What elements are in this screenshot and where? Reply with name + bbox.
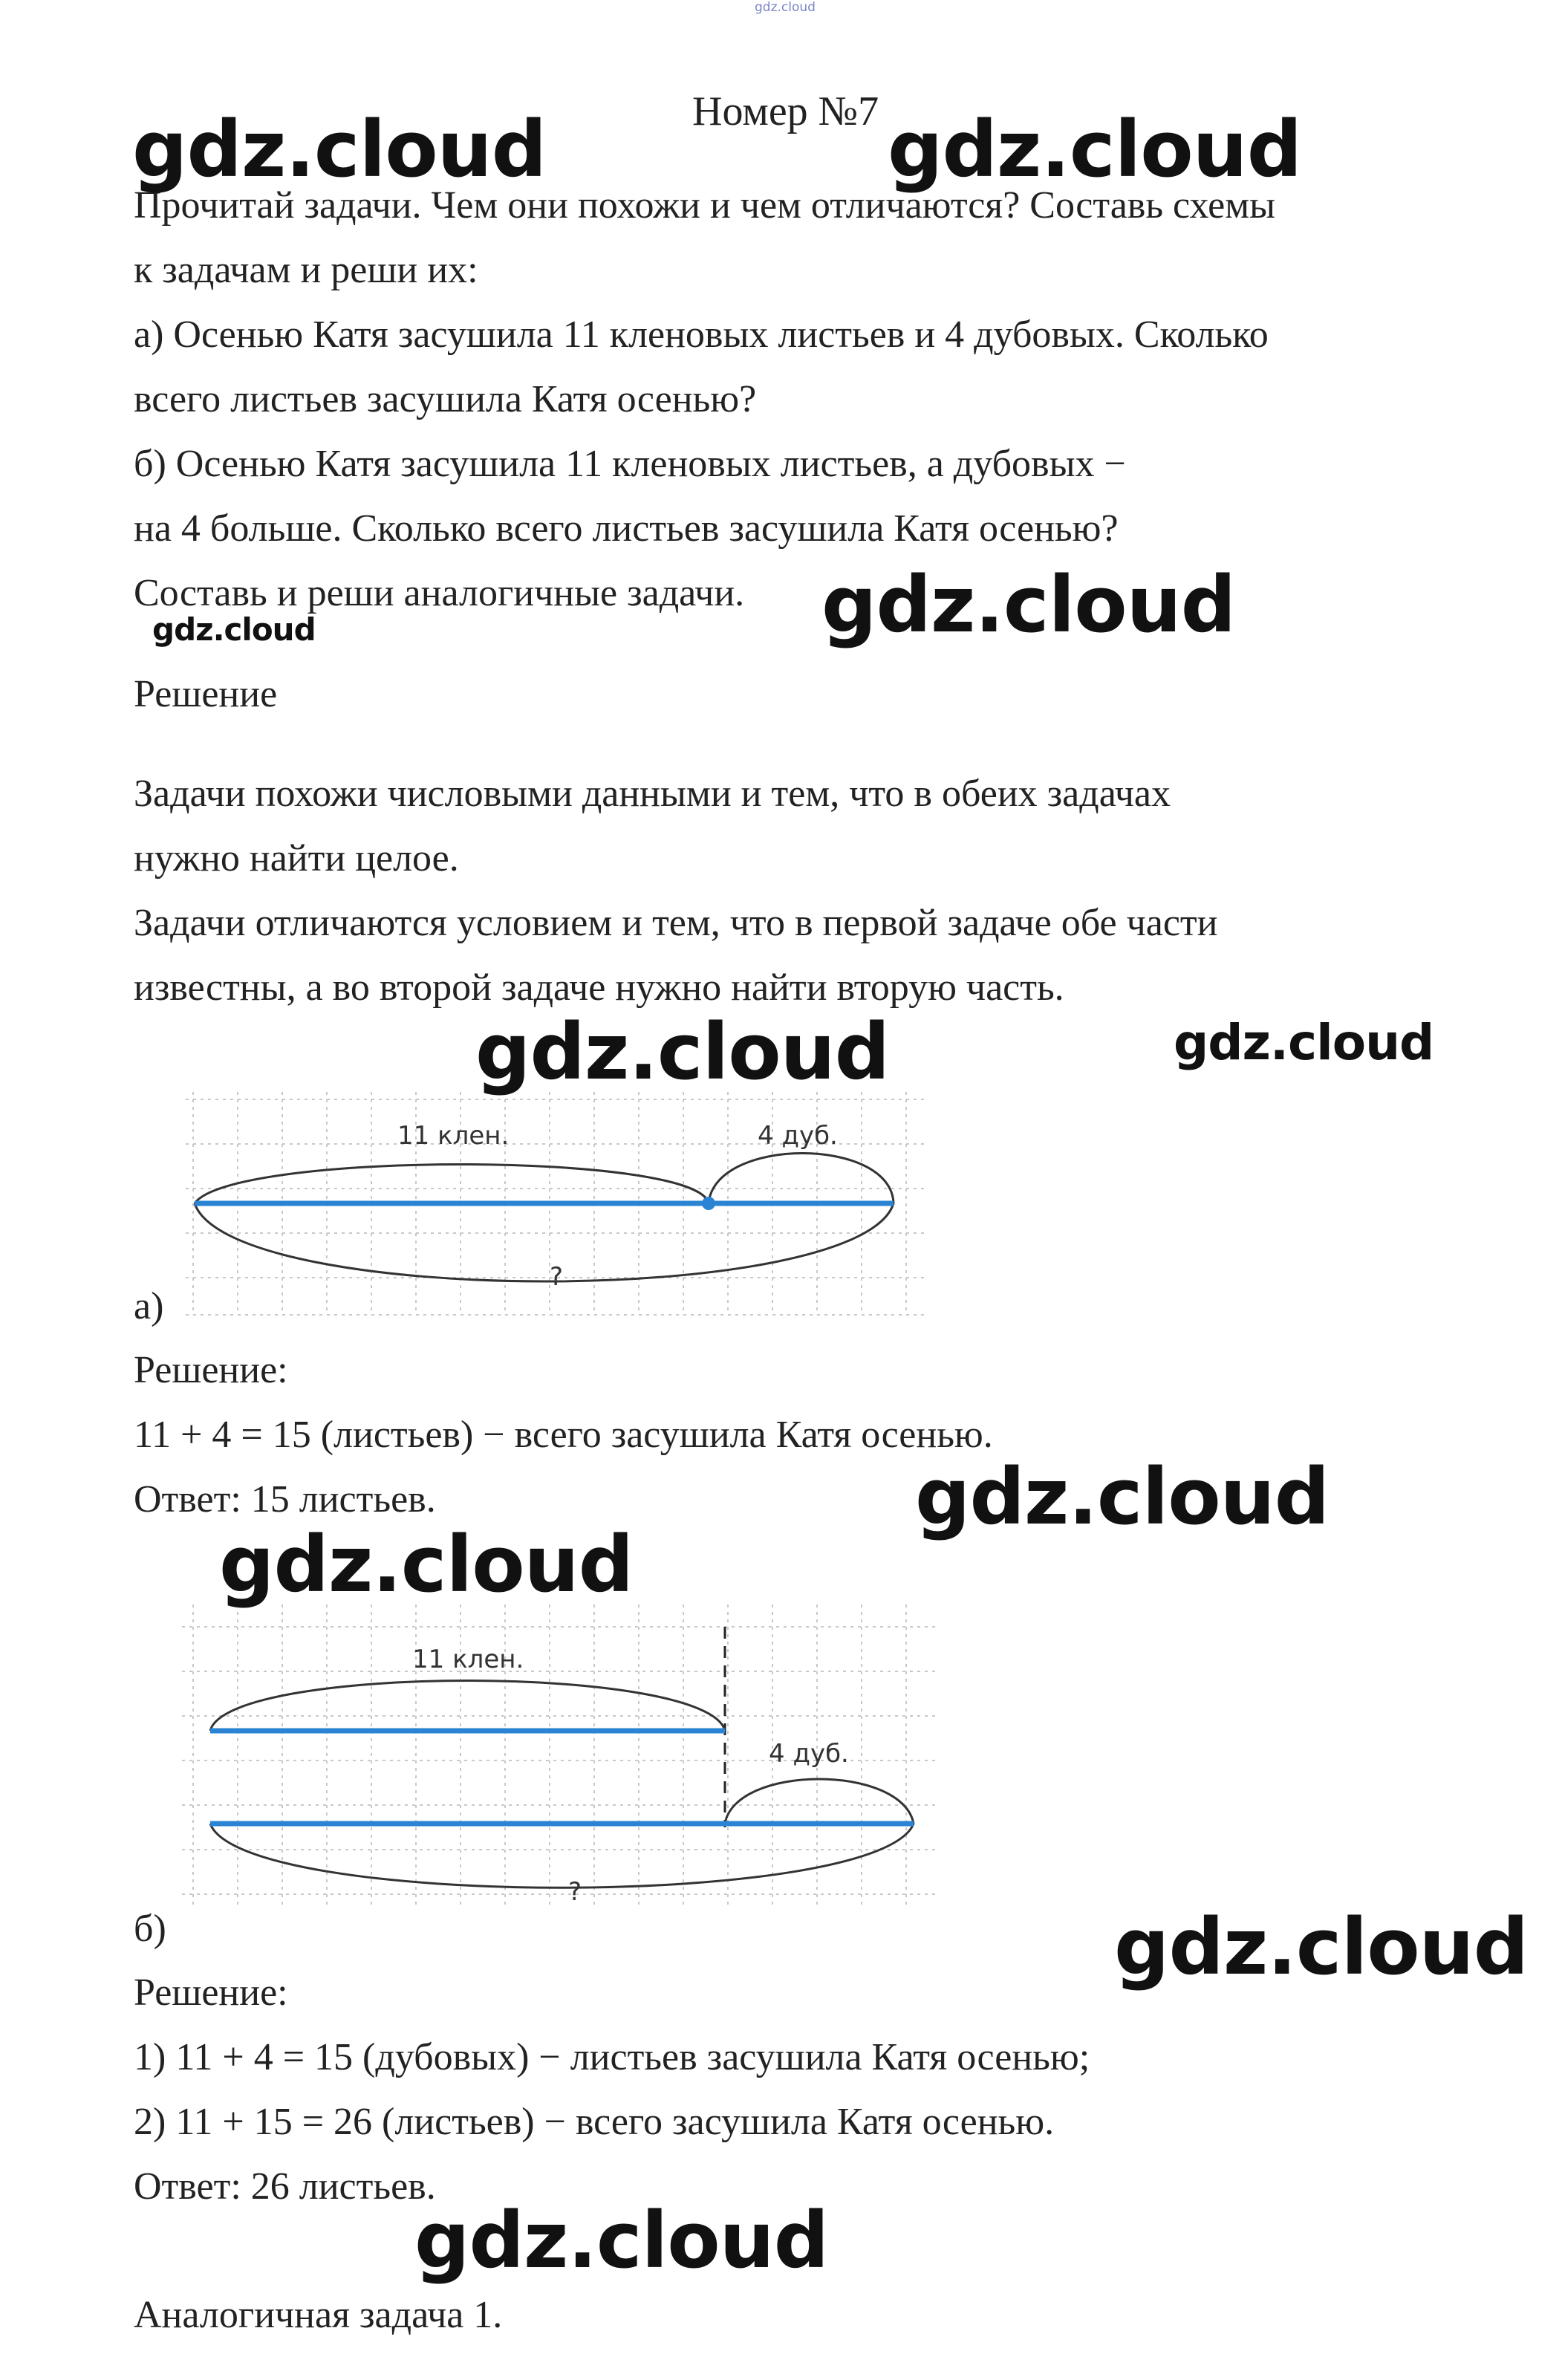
watermark: gdz.cloud xyxy=(414,2195,829,2286)
diagram-b-maple-arc xyxy=(210,1681,725,1732)
page-title: Номер №7 xyxy=(692,88,879,134)
task-line: всего листьев засушила Катя осенью? xyxy=(134,378,757,420)
part-b-step: 2) 11 + 15 = 26 (листьев) − всего засушила Катя осенью. xyxy=(134,2101,1055,2143)
part-b-step: 1) 11 + 4 = 15 (дубовых) − листьев засушила Катя осенью; xyxy=(134,2036,1090,2078)
site-mark-top: gdz.cloud xyxy=(755,0,816,15)
task-line: Прочитай задачи. Чем они похожи и чем отличаются? Составь схемы xyxy=(134,184,1276,227)
task-line: б) Осенью Катя засушила 11 кленовых листьев, а дубовых − xyxy=(134,443,1126,485)
diagram-a xyxy=(186,1092,928,1322)
diagram-b xyxy=(182,1604,940,1916)
task-line: Составь и реши аналогичные задачи. xyxy=(134,572,745,614)
task-line: на 4 больше. Сколько всего листьев засушила Катя осенью? xyxy=(134,507,1119,550)
watermark: gdz.cloud xyxy=(1174,1014,1434,1071)
watermark: gdz.cloud xyxy=(1114,1902,1529,1992)
explanation-line: Задачи отличаются условием и тем, что в первой задаче обе части xyxy=(134,902,1218,944)
diagram-a-label-oak: 4 дуб. xyxy=(758,1121,838,1151)
part-b-answer: Ответ: 26 листьев. xyxy=(134,2165,436,2208)
diagram-b-label-total: ? xyxy=(568,1877,582,1907)
diagram-b-label-maple: 11 клен. xyxy=(412,1645,524,1674)
watermark: gdz.cloud xyxy=(475,1007,890,1097)
diagram-a-oak-arc xyxy=(709,1154,894,1204)
part-a-answer: Ответ: 15 листьев. xyxy=(134,1478,436,1521)
explanation-line: известны, а во второй задаче нужно найти вторую часть. xyxy=(134,966,1064,1009)
diagram-a-label-total: ? xyxy=(550,1262,564,1292)
watermark: gdz.cloud xyxy=(132,104,547,195)
diagram-b-total-arc xyxy=(210,1824,914,1888)
part-a-letter: а) xyxy=(134,1285,164,1327)
watermark: gdz.cloud xyxy=(915,1451,1330,1542)
diagram-b-label-oak: 4 дуб. xyxy=(769,1739,849,1769)
task-line: к задачам и реши их: xyxy=(134,249,478,291)
part-a-step: 11 + 4 = 15 (листьев) − всего засушила Катя осенью. xyxy=(134,1414,993,1456)
watermark: gdz.cloud xyxy=(821,559,1236,650)
diagram-a-total-arc xyxy=(195,1203,894,1281)
part-a-solution-label: Решение: xyxy=(134,1349,288,1391)
explanation-line: Задачи похожи числовыми данными и тем, что в обеих задачах xyxy=(134,773,1171,815)
diagram-a-point xyxy=(702,1197,715,1210)
watermark: gdz.cloud xyxy=(888,104,1302,195)
part-b-letter: б) xyxy=(134,1908,166,1950)
diagram-a-maple-arc xyxy=(195,1165,709,1204)
explanation-line: нужно найти целое. xyxy=(134,837,459,880)
watermark: gdz.cloud xyxy=(152,611,316,648)
watermark: gdz.cloud xyxy=(219,1519,634,1610)
solution-heading: Решение xyxy=(134,673,278,715)
task-line: а) Осенью Катя засушила 11 кленовых листьев и 4 дубовых. Сколько xyxy=(134,313,1269,356)
analog-heading: Аналогичная задача 1. xyxy=(134,2294,503,2336)
part-b-solution-label: Решение: xyxy=(134,1971,288,2014)
diagram-b-oak-arc xyxy=(725,1779,914,1824)
diagram-a-label-maple: 11 клен. xyxy=(397,1121,510,1151)
